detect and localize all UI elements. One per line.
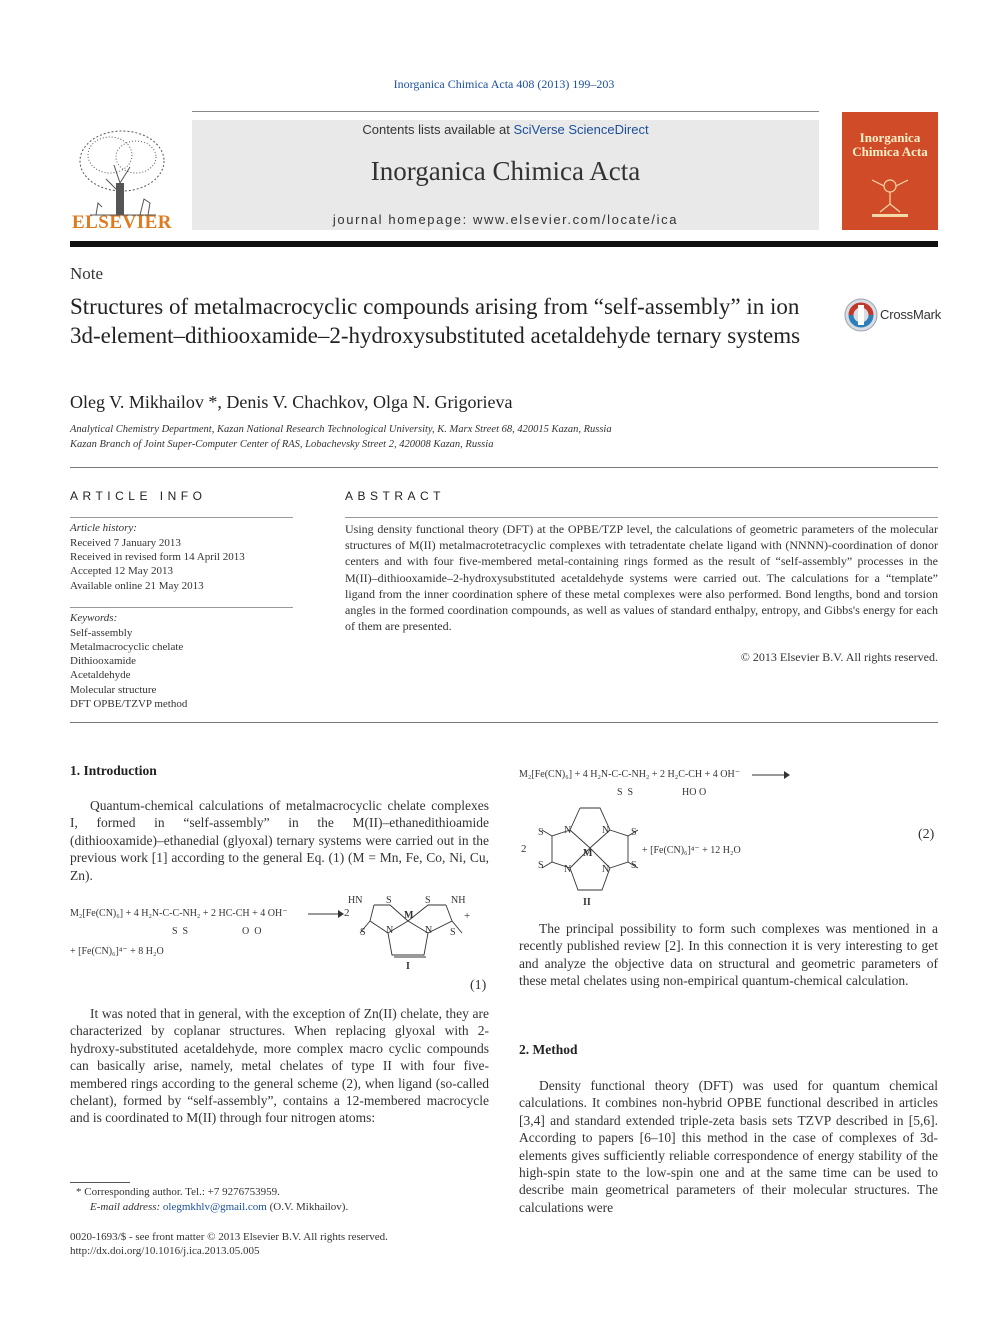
atom-label: N [386, 925, 394, 936]
header-rule [192, 111, 819, 112]
email-label: E-mail address: [90, 1201, 163, 1213]
keyword-item: Self-assembly [70, 627, 133, 639]
atom-label: NH [451, 895, 466, 906]
contents-prefix: Contents lists available at [362, 122, 514, 137]
eq2-coefficient: 2 [521, 843, 527, 855]
intro-paragraph-3: The principal possibility to form such complexes was mentioned in a recently published review [2]. In this connection it is very interesting to get and analyze the objective data on structural and geometric parameters of these metal chelates using non-empirical quantum-chemical calculation. [519, 921, 938, 989]
abstract-heading: ABSTRACT [345, 489, 446, 503]
eq2-products: + [Fe(CN)₆]⁴⁻ + 12 H₂O [642, 845, 741, 856]
section-heading-method: 2. Method [519, 1042, 578, 1057]
info-divider-mid [70, 607, 293, 608]
history-item: Accepted 12 May 2013 [70, 565, 173, 577]
abstract-text: Using density functional theory (DFT) at the OPBE/TZP level, the calculations of geometric parameters of the molecular structures of M(II) metalmacrotetracyclic complexes with tetradentate chelate ligand with (NNNN)-coordination of donor centers and with four five-membered metal-containing rings formed as the result of “self-assembly” processes in the M(II)–dithiooxamide–2-hydroxysubstituted acetaldehyde systems were carried out. The calculations for a “template” ligand from the inner coordination sphere of these metal complexes were also performed. Bond lengths, bond and torsion angles in the formed coordination compounds, as well as values of standard enthalpy, entropy, and Gibbs's energy for each of them are presented. [345, 522, 938, 634]
atom-label: N [602, 864, 610, 875]
equation-number-2: (2) [918, 827, 935, 842]
abstract-bottom-divider [70, 722, 938, 723]
atom-label: N [602, 825, 610, 836]
atom-label: S [538, 860, 544, 871]
atom-label: M [404, 910, 414, 921]
history-item: Received in revised form 14 April 2013 [70, 551, 245, 563]
eq1-sulfur-atoms: S S [172, 926, 189, 937]
method-paragraph-1: Density functional theory (DFT) was used for quantum chemical calculations. It combines non-hybrid OPBE functional described in articles [3,4] and standard extended triple-zeta basis sets TZVP described in [5,6]. According to papers [6–10] this method in the case of complexes of 3d-elements gives sufficiently reliable correspondence of energy stability of the high-spin state to the low-spin one and at the same time can be used to describe main geometrical parameters of their molecular structures. The calculations were [519, 1078, 938, 1215]
atom-label: S [450, 927, 456, 938]
structure-II-label: II [583, 897, 591, 908]
atom-label: S [631, 860, 637, 871]
keyword-item: Metalmacrocyclic chelate [70, 641, 184, 653]
issn-line: 0020-1693/$ - see front matter © 2013 Elsevier B.V. All rights reserved. [70, 1231, 388, 1243]
affiliation-2: Kazan Branch of Joint Super-Computer Center of RAS, Lobachevsky Street 2, 420008 Kazan, Russia [70, 439, 494, 450]
eq2-arrow-icon [752, 770, 790, 780]
keyword-item: Dithiooxamide [70, 655, 136, 667]
journal-title: Inorganica Chimica Acta [370, 156, 641, 186]
email-link[interactable]: olegmkhlv@gmail.com [162, 1201, 267, 1213]
abstract-divider [345, 517, 938, 518]
eq1-products: + [Fe(CN)₆]⁴⁻ + 8 H₂O [70, 946, 164, 957]
info-divider-top [70, 517, 293, 518]
structure-I-label: I [406, 961, 410, 972]
article-type: Note [70, 264, 104, 283]
atom-label: HN [348, 895, 363, 906]
atom-label: S [386, 895, 392, 906]
journal-homepage[interactable]: journal homepage: www.elsevier.com/locate/ica [332, 212, 679, 227]
sciencedirect-link[interactable]: SciVerse ScienceDirect [513, 122, 649, 137]
elsevier-logo-text[interactable]: ELSEVIER [71, 212, 173, 233]
email-owner: (O.V. Mikhailov). [266, 1201, 349, 1213]
footnote-rule [70, 1182, 130, 1183]
eq1-plus: + [464, 910, 471, 922]
keyword-item: Acetaldehyde [70, 669, 131, 681]
atom-label: M [583, 848, 593, 859]
eq1-arrow-icon [308, 909, 344, 919]
copyright-notice: © 2013 Elsevier B.V. All rights reserved. [740, 650, 938, 664]
email-line [90, 1201, 348, 1213]
eq1-coefficient: 2 [344, 907, 350, 919]
keyword-item: Molecular structure [70, 684, 157, 696]
atom-label: S [631, 827, 637, 838]
eq2-sulfur-atoms: S S [617, 787, 634, 798]
atom-label: S [538, 827, 544, 838]
section-heading-introduction: 1. Introduction [70, 763, 157, 778]
equation-number-1: (1) [470, 978, 487, 993]
intro-paragraph-1: Quantum-chemical calculations of metalmacrocyclic chelate complexes I, formed in “self-assembly” in the M(II)–ethanedithioamide (dithiooxamide)–ethanedial (glyoxal) ternary systems were carried out in the previous work [1] according to the general Eq. (1) (M = Mn, Fe, Co, Ni, Cu, Zn). [70, 798, 489, 883]
cover-title-2: Chimica Acta [852, 144, 928, 159]
intro-paragraph-2: It was noted that in general, with the exception of Zn(II) chelate, they are characterized by coplanar structures. When replacing glyoxal with 2-hydroxy-substituted acetaldehyde, more complex macro cyclic compounds can basically arise, namely, metal chelates of type II with four five-membered rings according to the general scheme (2), when ligand (so-called chelant), formed by “self-assembly”, contains a 12-membered macrocycle and is coordinated to M(II) through four nitrogen atoms: [70, 1006, 489, 1126]
history-item: Received 7 January 2013 [70, 537, 181, 549]
crossmark-icon[interactable] [843, 297, 879, 333]
atom-label: N [425, 925, 433, 936]
cover-title-1: Inorganica [859, 130, 921, 145]
atom-label: N [564, 864, 572, 875]
header-thick-rule [70, 241, 938, 247]
article-info-heading: ARTICLE INFO [70, 489, 207, 503]
atom-label: S [360, 927, 366, 938]
eq2-hydroxy-oxygen: HO O [682, 787, 707, 798]
author-list[interactable]: Oleg V. Mikhailov *, Denis V. Chachkov, Olga N. Grigorieva [70, 392, 513, 412]
article-title: Structures of metalmacrocyclic compounds arising from “self-assembly” in ion 3d-element–dithiooxamide–2-hydroxysubstituted acetaldehyde ternary systems [70, 294, 801, 348]
title-divider [70, 467, 938, 468]
eq1-reactants: M₂[Fe(CN)₆] + 4 H₂N-C-C-NH₂ + 2 HC-CH + 4 OH⁻ [70, 908, 288, 919]
crossmark-label[interactable]: CrossMark [880, 307, 942, 322]
keyword-item: DFT OPBE/TZVP method [70, 698, 188, 710]
eq2-reactants: M₂[Fe(CN)₆] + 4 H₂N-C-C-NH₂ + 2 H₂C-CH + 4 OH⁻ [519, 769, 741, 780]
corresponding-author-note: * Corresponding author. Tel.: +7 9276753959. [76, 1186, 280, 1198]
atom-label: S [425, 895, 431, 906]
atom-label: N [564, 825, 572, 836]
journal-reference[interactable]: Inorganica Chimica Acta 408 (2013) 199–203 [393, 77, 615, 91]
keywords-label: Keywords: [70, 612, 118, 624]
affiliation-1: Analytical Chemistry Department, Kazan National Research Technological University, K. Marx Street 68, 420015 Kazan, Russia [70, 424, 612, 435]
history-item: Available online 21 May 2013 [70, 580, 204, 592]
eq1-oxygen-atoms: O O [242, 926, 262, 937]
cover-molecule-icon [862, 168, 918, 218]
doi-link[interactable]: http://dx.doi.org/10.1016/j.ica.2013.05.005 [70, 1245, 260, 1257]
history-label: Article history: [70, 522, 137, 534]
contents-line [192, 122, 819, 137]
